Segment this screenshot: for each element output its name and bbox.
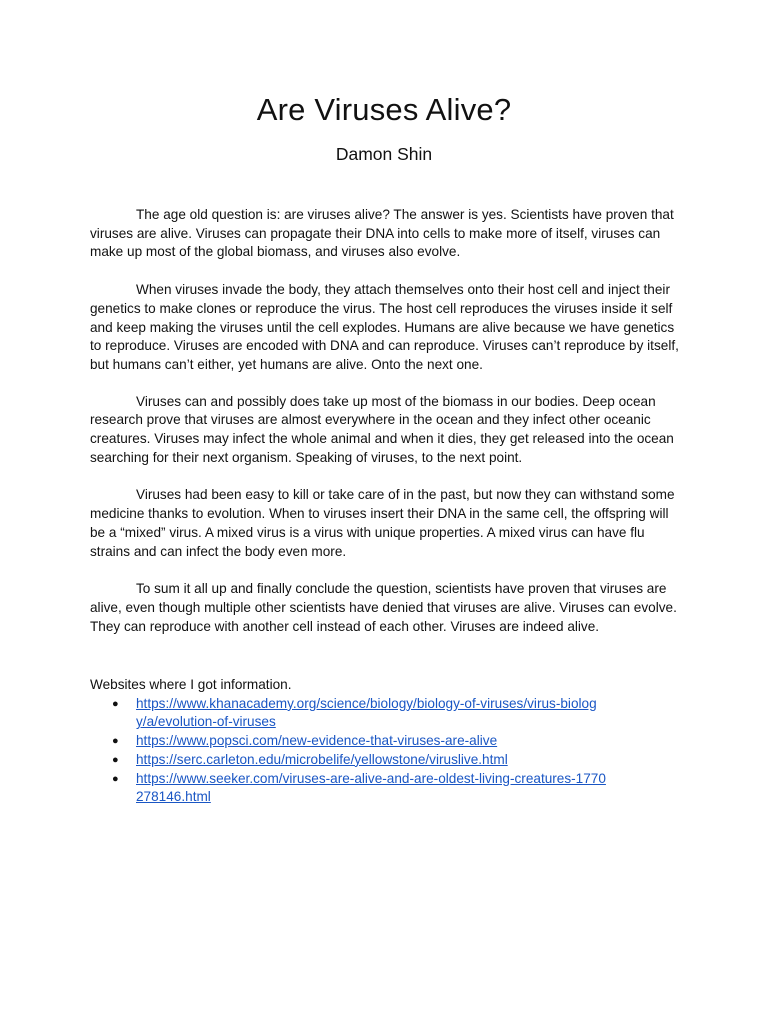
- source-link-khanacademy[interactable]: https://www.khanacademy.org/science/biology/biology-of-viruses/virus-biology/a/evolution-of-viruses: [136, 695, 597, 730]
- list-item: [112, 732, 690, 751]
- sources-list: [90, 695, 690, 807]
- source-link-seeker[interactable]: https://www.seeker.com/viruses-are-alive-and-are-oldest-living-creatures-1770278146.html: [136, 770, 606, 805]
- document-body: [90, 206, 682, 655]
- bullet-icon: ●: [112, 735, 119, 748]
- bullet-icon: ●: [112, 772, 119, 785]
- paragraph-reproduction: When viruses invade the body, they attach themselves onto their host cell and inject their genetics to make clones or reproduce the virus. The host cell reproduces the viruses inside it self and keep making the viruses until the cell explodes. Humans are alive because we have genetics to reproduce. Viruses are encoded with DNA and can reproduce. Viruses can’t reproduce by itself, but humans can’t either, yet humans are alive. Onto the next one.: [90, 282, 679, 372]
- sources-section: [90, 676, 690, 807]
- sources-heading: Websites where I got information.: [90, 677, 292, 692]
- bullet-icon: ●: [112, 753, 119, 766]
- paragraph-intro: The age old question is: are viruses alive? The answer is yes. Scientists have proven that viruses are alive. Viruses can propagate their DNA into cells to make more of itself, viruses can make up most of the global biomass, and viruses also evolve.: [90, 207, 674, 260]
- source-link-carleton[interactable]: https://serc.carleton.edu/microbelife/yellowstone/viruslive.html: [136, 751, 508, 767]
- paragraph-conclusion: To sum it all up and finally conclude the question, scientists have proven that viruses are alive, even though multiple other scientists have denied that viruses are alive. Viruses can evolve. They can reproduce with another cell instead of each other. Viruses are indeed alive.: [90, 581, 677, 634]
- list-item: [112, 695, 690, 732]
- document-title: Are Viruses Alive?: [256, 92, 512, 127]
- paragraph-evolution: Viruses had been easy to kill or take care of in the past, but now they can withstand some medicine thanks to evolution. When to viruses insert their DNA in the same cell, the offspring will be a “mixed” virus. A mixed virus is a virus with unique properties. A mixed virus can have flu strains and can infect the body even more.: [90, 487, 675, 559]
- list-item: [112, 770, 690, 807]
- paragraph-biomass: Viruses can and possibly does take up most of the biomass in our bodies. Deep ocean research prove that viruses are almost everywhere in the ocean and they infect other oceanic creatures. Viruses may infect the whole animal and when it dies, they get released into the ocean searching for their next organism. Speaking of viruses, to the next point.: [90, 393, 674, 465]
- bullet-icon: ●: [112, 697, 119, 710]
- list-item: [112, 751, 690, 770]
- source-link-popsci[interactable]: https://www.popsci.com/new-evidence-that-viruses-are-alive: [136, 733, 498, 749]
- document-author: Damon Shin: [335, 144, 433, 164]
